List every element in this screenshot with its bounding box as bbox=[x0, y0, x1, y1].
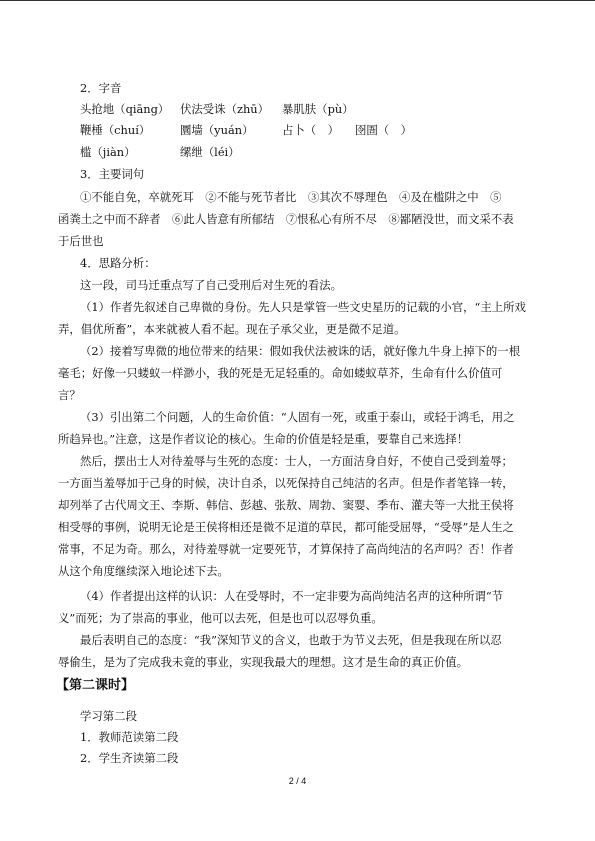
top-border-line bbox=[0, 0, 595, 1]
lesson-step: 2．学生齐读第二段 bbox=[80, 751, 179, 765]
paragraph-line: （2）接着写卑微的地位带来的结果：假如我伏法被诛的话，就好像九牛身上掉下的一根 bbox=[80, 344, 521, 358]
pronunciation-item: 囹圄（ ） bbox=[355, 123, 412, 137]
lesson-subtitle: 学习第二段 bbox=[80, 709, 137, 723]
section-title-pronunciation: 2．字音 bbox=[80, 81, 122, 95]
pronunciation-item: 槛（jiàn） bbox=[80, 145, 136, 159]
lesson-step: 1．教师范读第二段 bbox=[80, 730, 179, 744]
paragraph-line: （4）作者提出这样的认识：人在受辱时，不一定非要为高尚纯洁名声的这种所谓“节 bbox=[80, 589, 504, 603]
pronunciation-item: 占卜（ ） bbox=[282, 123, 339, 137]
paragraph-line: 常事，不足为奇。那么，对待羞辱就一定要死节，才算保持了高尚纯洁的名声吗？否！作者 bbox=[58, 542, 514, 556]
paragraph-line: 所趋异也。”注意，这是作者议论的核心。生命的价值是轻是重，要靠自己来选择！ bbox=[58, 432, 469, 446]
analysis-intro: 这一段，司马迁重点写了自己受刑后对生死的看法。 bbox=[80, 278, 342, 292]
paragraph-line: 却列举了古代周文王、李斯、韩信、彭越、张敖、周勃、窦婴、季布、灌夫等一大批王侯将 bbox=[58, 498, 514, 512]
section-title-analysis: 4．思路分析： bbox=[80, 256, 156, 270]
pronunciation-item: 圜墙（yuán） bbox=[180, 123, 254, 137]
paragraph-line: 辱偷生，是为了完成我未竟的事业，实现我最大的理想。这才是生命的真正价值。 bbox=[58, 655, 469, 669]
paragraph-line: 义”而死；为了崇高的事业，他可以去死，但是也可以忍辱负重。 bbox=[58, 611, 383, 625]
key-phrases-line: 函粪土之中而不辞者 ⑥此人皆意有所郁结 ⑦恨私心有所不尽 ⑧鄙陋没世，而文采不表 bbox=[58, 212, 514, 226]
pronunciation-item: 头抢地（qiāng） bbox=[80, 102, 170, 116]
paragraph-line: （1）作者先叙述自己卑微的身份。先人只是掌管一些文史星历的记载的小官，“主上所戏 bbox=[80, 300, 526, 314]
paragraph-line: 言？ bbox=[58, 388, 81, 402]
paragraph-line: 弄，倡优所畜”，本来就被人看不起。现在子承父业，更是微不足道。 bbox=[58, 322, 406, 336]
lesson-heading: 【第二课时】 bbox=[56, 678, 135, 693]
key-phrases-line: 于后世也 bbox=[58, 234, 104, 248]
pronunciation-item: 缧绁（léi） bbox=[180, 145, 240, 159]
pronunciation-item: 暴肌肤（pù） bbox=[282, 102, 354, 116]
paragraph-line: 相受辱的事例，说明无论是王侯将相还是微不足道的草民，都可能受屈辱，“受辱”是人生之 bbox=[58, 520, 514, 534]
page-number: 2 / 4 bbox=[288, 776, 307, 786]
paragraph-line: 一方面当羞辱加于己身的时候，决计自杀，以死保持自己纯洁的名声。但是作者笔锋一转， bbox=[58, 476, 514, 490]
paragraph-line: 从这个角度继续深入地论述下去。 bbox=[58, 564, 229, 578]
paragraph-line: 毫毛；好像一只蝼蚁一样渺小，我的死是无足轻重的。命如蝼蚁草芥，生命有什么价值可 bbox=[58, 366, 503, 380]
section-title-key-phrases: 3．主要词句 bbox=[80, 167, 145, 181]
pronunciation-item: 伏法受诛（zhū） bbox=[180, 102, 270, 116]
paragraph-line: （3）引出第二个问题，人的生命价值：“人固有一死，或重于泰山，或轻于鸿毛，用之 bbox=[80, 410, 515, 424]
paragraph-line: 最后表明自己的态度：“我”深知节义的含义，也敢于为节义去死，但是我现在所以忍 bbox=[80, 633, 502, 647]
pronunciation-item: 鞭棰（chuí） bbox=[80, 123, 151, 137]
key-phrases-line: ①不能自免，卒就死耳 ②不能与死节者比 ③其次不辱理色 ④及在槛阱之中 ⑤ bbox=[80, 190, 502, 204]
paragraph-line: 然后，摆出士人对待羞辱与生死的态度：士人，一方面洁身自好，不使自己受到羞辱； bbox=[80, 454, 513, 468]
